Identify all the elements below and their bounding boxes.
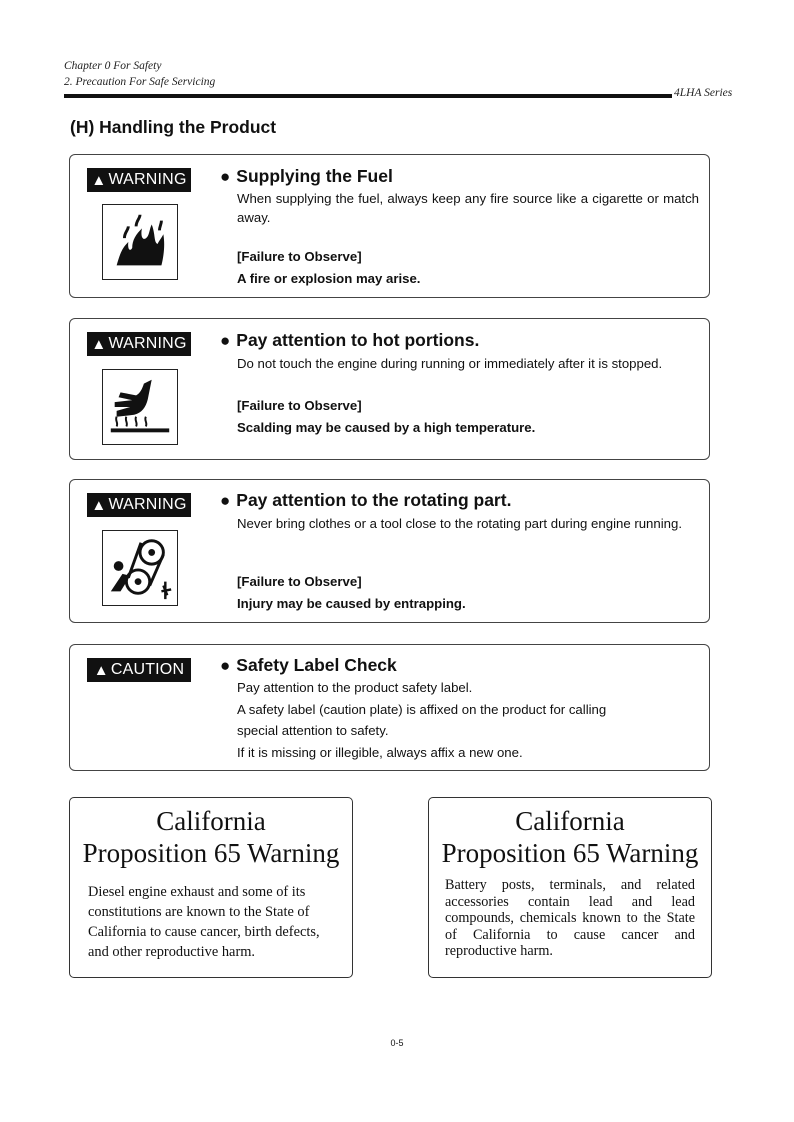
block-heading: ● Supplying the Fuel (220, 166, 393, 186)
block-line: If it is missing or illegible, always affix a new one. (237, 745, 523, 760)
prop65-title: California (515, 806, 625, 836)
warning-badge: ▲ WARNING (87, 168, 191, 192)
chapter-label: Chapter 0 For Safety (64, 60, 162, 72)
warning-block-hot (69, 318, 710, 460)
failure-label: [Failure to Observe] (237, 398, 362, 413)
rotating-part-icon (102, 530, 178, 606)
failure-text: A fire or explosion may arise. (237, 271, 421, 286)
block-heading: ● Pay attention to hot portions. (220, 330, 480, 350)
warning-triangle-icon: ▲ (93, 661, 109, 679)
bullet-icon: ● (220, 167, 231, 186)
warning-triangle-icon: ▲ (91, 171, 107, 189)
block-heading: ● Safety Label Check (220, 655, 397, 675)
prop65-subtitle: Proposition 65 Warning (82, 838, 340, 868)
prop65-subtitle: Proposition 65 Warning (441, 838, 699, 868)
warning-block-rotating (69, 479, 710, 623)
warning-badge: ▲ WARNING (87, 332, 191, 356)
prop65-body: Battery posts, terminals, and related accessories contain lead and lead compounds, chemicals known to the State of California to cause cancer and reproductive harm. (445, 877, 695, 960)
warning-triangle-icon: ▲ (91, 335, 107, 353)
prop65-box-battery (428, 797, 712, 978)
block-line: A safety label (caution plate) is affixed on the product for calling (237, 702, 607, 717)
bullet-icon: ● (220, 491, 231, 510)
bullet-icon: ● (220, 656, 231, 675)
failure-text: Scalding may be caused by a high temperature. (237, 420, 536, 435)
block-heading: ● Pay attention to the rotating part. (220, 490, 512, 510)
section-title: (H) Handling the Product (70, 117, 277, 137)
series-label: 4LHA Series (674, 87, 733, 99)
warning-badge: ▲ WARNING (87, 493, 191, 517)
prop65-box-exhaust (69, 797, 353, 978)
failure-label: [Failure to Observe] (237, 249, 362, 264)
caution-block-label (69, 644, 710, 771)
warning-block-fuel (69, 154, 710, 298)
section-label: 2. Precaution For Safe Servicing (64, 76, 216, 88)
block-text: Never bring clothes or a tool close to the rotating part during engine running. (237, 516, 682, 531)
failure-label: [Failure to Observe] (237, 574, 362, 589)
fire-icon (102, 204, 178, 280)
block-text: Do not touch the engine during running or immediately after it is stopped. (237, 356, 663, 371)
failure-text: Injury may be caused by entrapping. (237, 596, 466, 611)
warning-triangle-icon: ▲ (91, 496, 107, 514)
bullet-icon: ● (220, 331, 231, 350)
page-number: 0-5 (390, 1038, 404, 1048)
block-line: Pay attention to the product safety label. (237, 680, 473, 695)
block-line: special attention to safety. (237, 723, 389, 738)
hot-surface-icon (102, 369, 178, 445)
caution-badge: ▲ CAUTION (87, 658, 191, 682)
block-text: When supplying the fuel, always keep any fire source like a cigarette or match away. (237, 191, 699, 225)
header-rule (64, 94, 672, 98)
prop65-body: Diesel engine exhaust and some of its constitutions are known to the State of California to cause cancer, birth defects, and other reproductive harm. (88, 884, 320, 960)
prop65-title: California (156, 806, 266, 836)
